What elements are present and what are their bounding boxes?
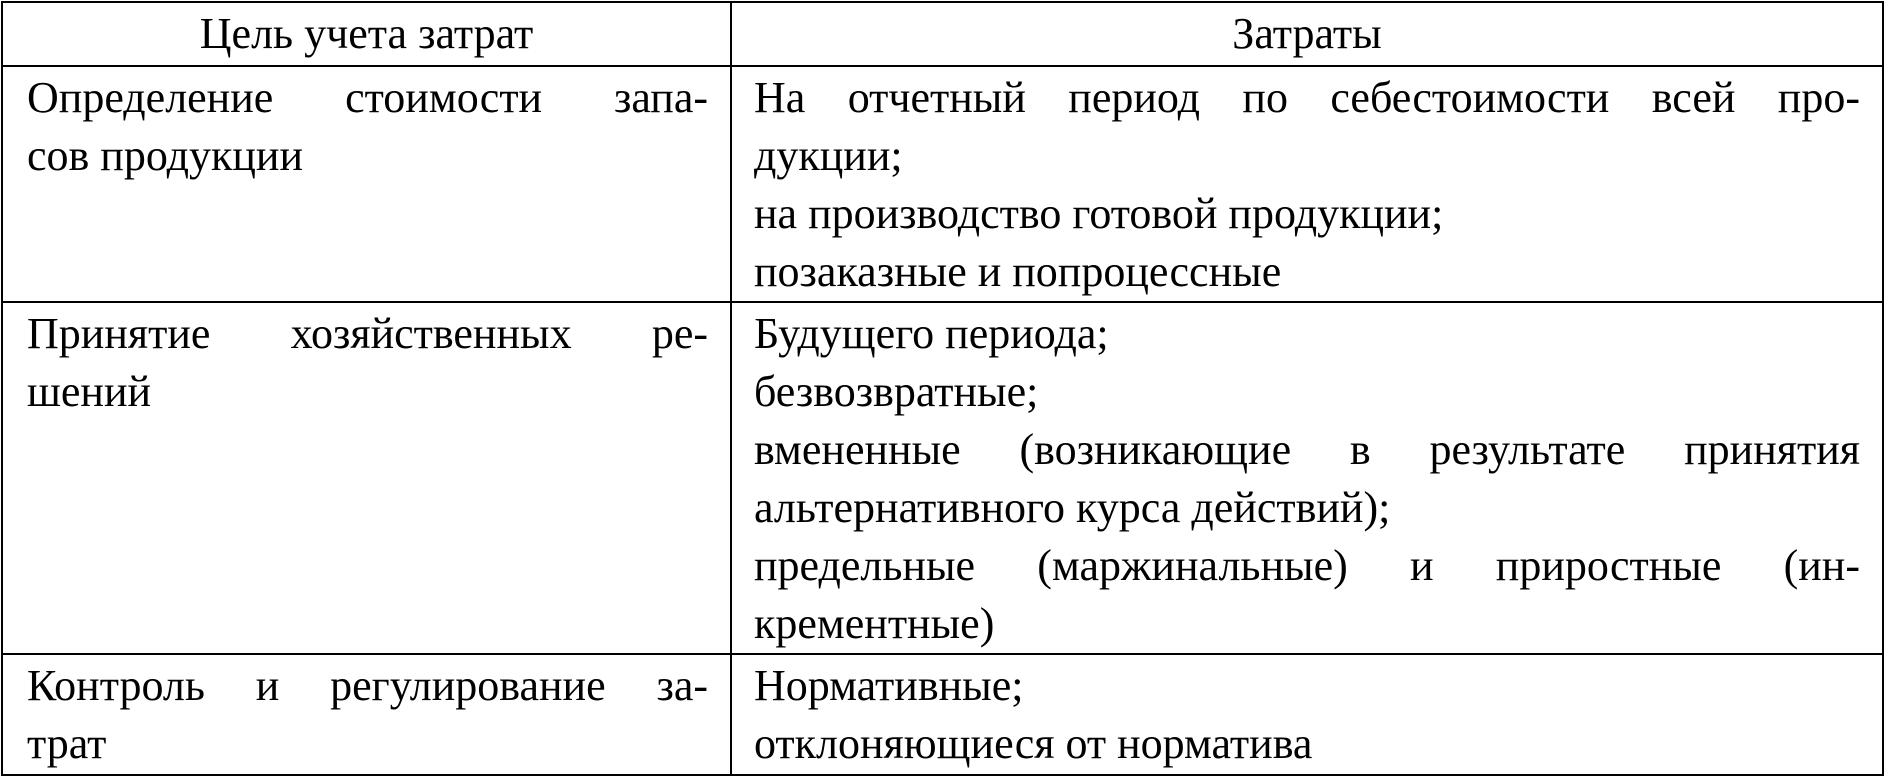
- costs-line: безвозвратные;: [754, 367, 1039, 416]
- costs-line: вмененные (возникающие в результате принятия: [754, 425, 1860, 474]
- goal-cell: [2, 302, 731, 654]
- goal-line: Контроль и регулирование за-: [27, 661, 708, 710]
- goal-line: шений: [27, 367, 152, 416]
- costs-line: крементные): [754, 599, 995, 648]
- goal-line: Принятие хозяйственных ре-: [27, 309, 708, 358]
- costs-line: альтернативного курса действий);: [754, 483, 1391, 532]
- header-costs: Затраты: [731, 2, 1883, 66]
- costs-line: отклоняющиеся от норматива: [754, 719, 1313, 768]
- goal-line: Определение стоимости запа-: [27, 73, 708, 122]
- table-row: [2, 66, 1883, 302]
- table-row: [2, 302, 1883, 654]
- costs-line: позаказные и попроцессные: [754, 247, 1282, 296]
- costs-line: Будущего периода;: [754, 309, 1109, 358]
- table-header-row: [2, 2, 1883, 66]
- goal-line: сов продукции: [27, 131, 303, 180]
- costs-cell: [731, 66, 1883, 302]
- table-row: [2, 654, 1883, 775]
- costs-line: на производство готовой продукции;: [754, 189, 1444, 238]
- costs-line: Нормативные;: [754, 661, 1024, 710]
- goal-cell: [2, 66, 731, 302]
- costs-line: предельные (маржинальные) и приростные (ин-: [754, 541, 1860, 590]
- costs-cell: [731, 654, 1883, 775]
- costs-line: На отчетный период по себестоимости всей про-: [754, 73, 1860, 122]
- cost-accounting-table: [1, 1, 1884, 776]
- header-goal: Цель учета затрат: [2, 2, 731, 66]
- goal-line: трат: [27, 719, 107, 768]
- costs-line: дукции;: [754, 131, 903, 180]
- costs-cell: [731, 302, 1883, 654]
- goal-cell: [2, 654, 731, 775]
